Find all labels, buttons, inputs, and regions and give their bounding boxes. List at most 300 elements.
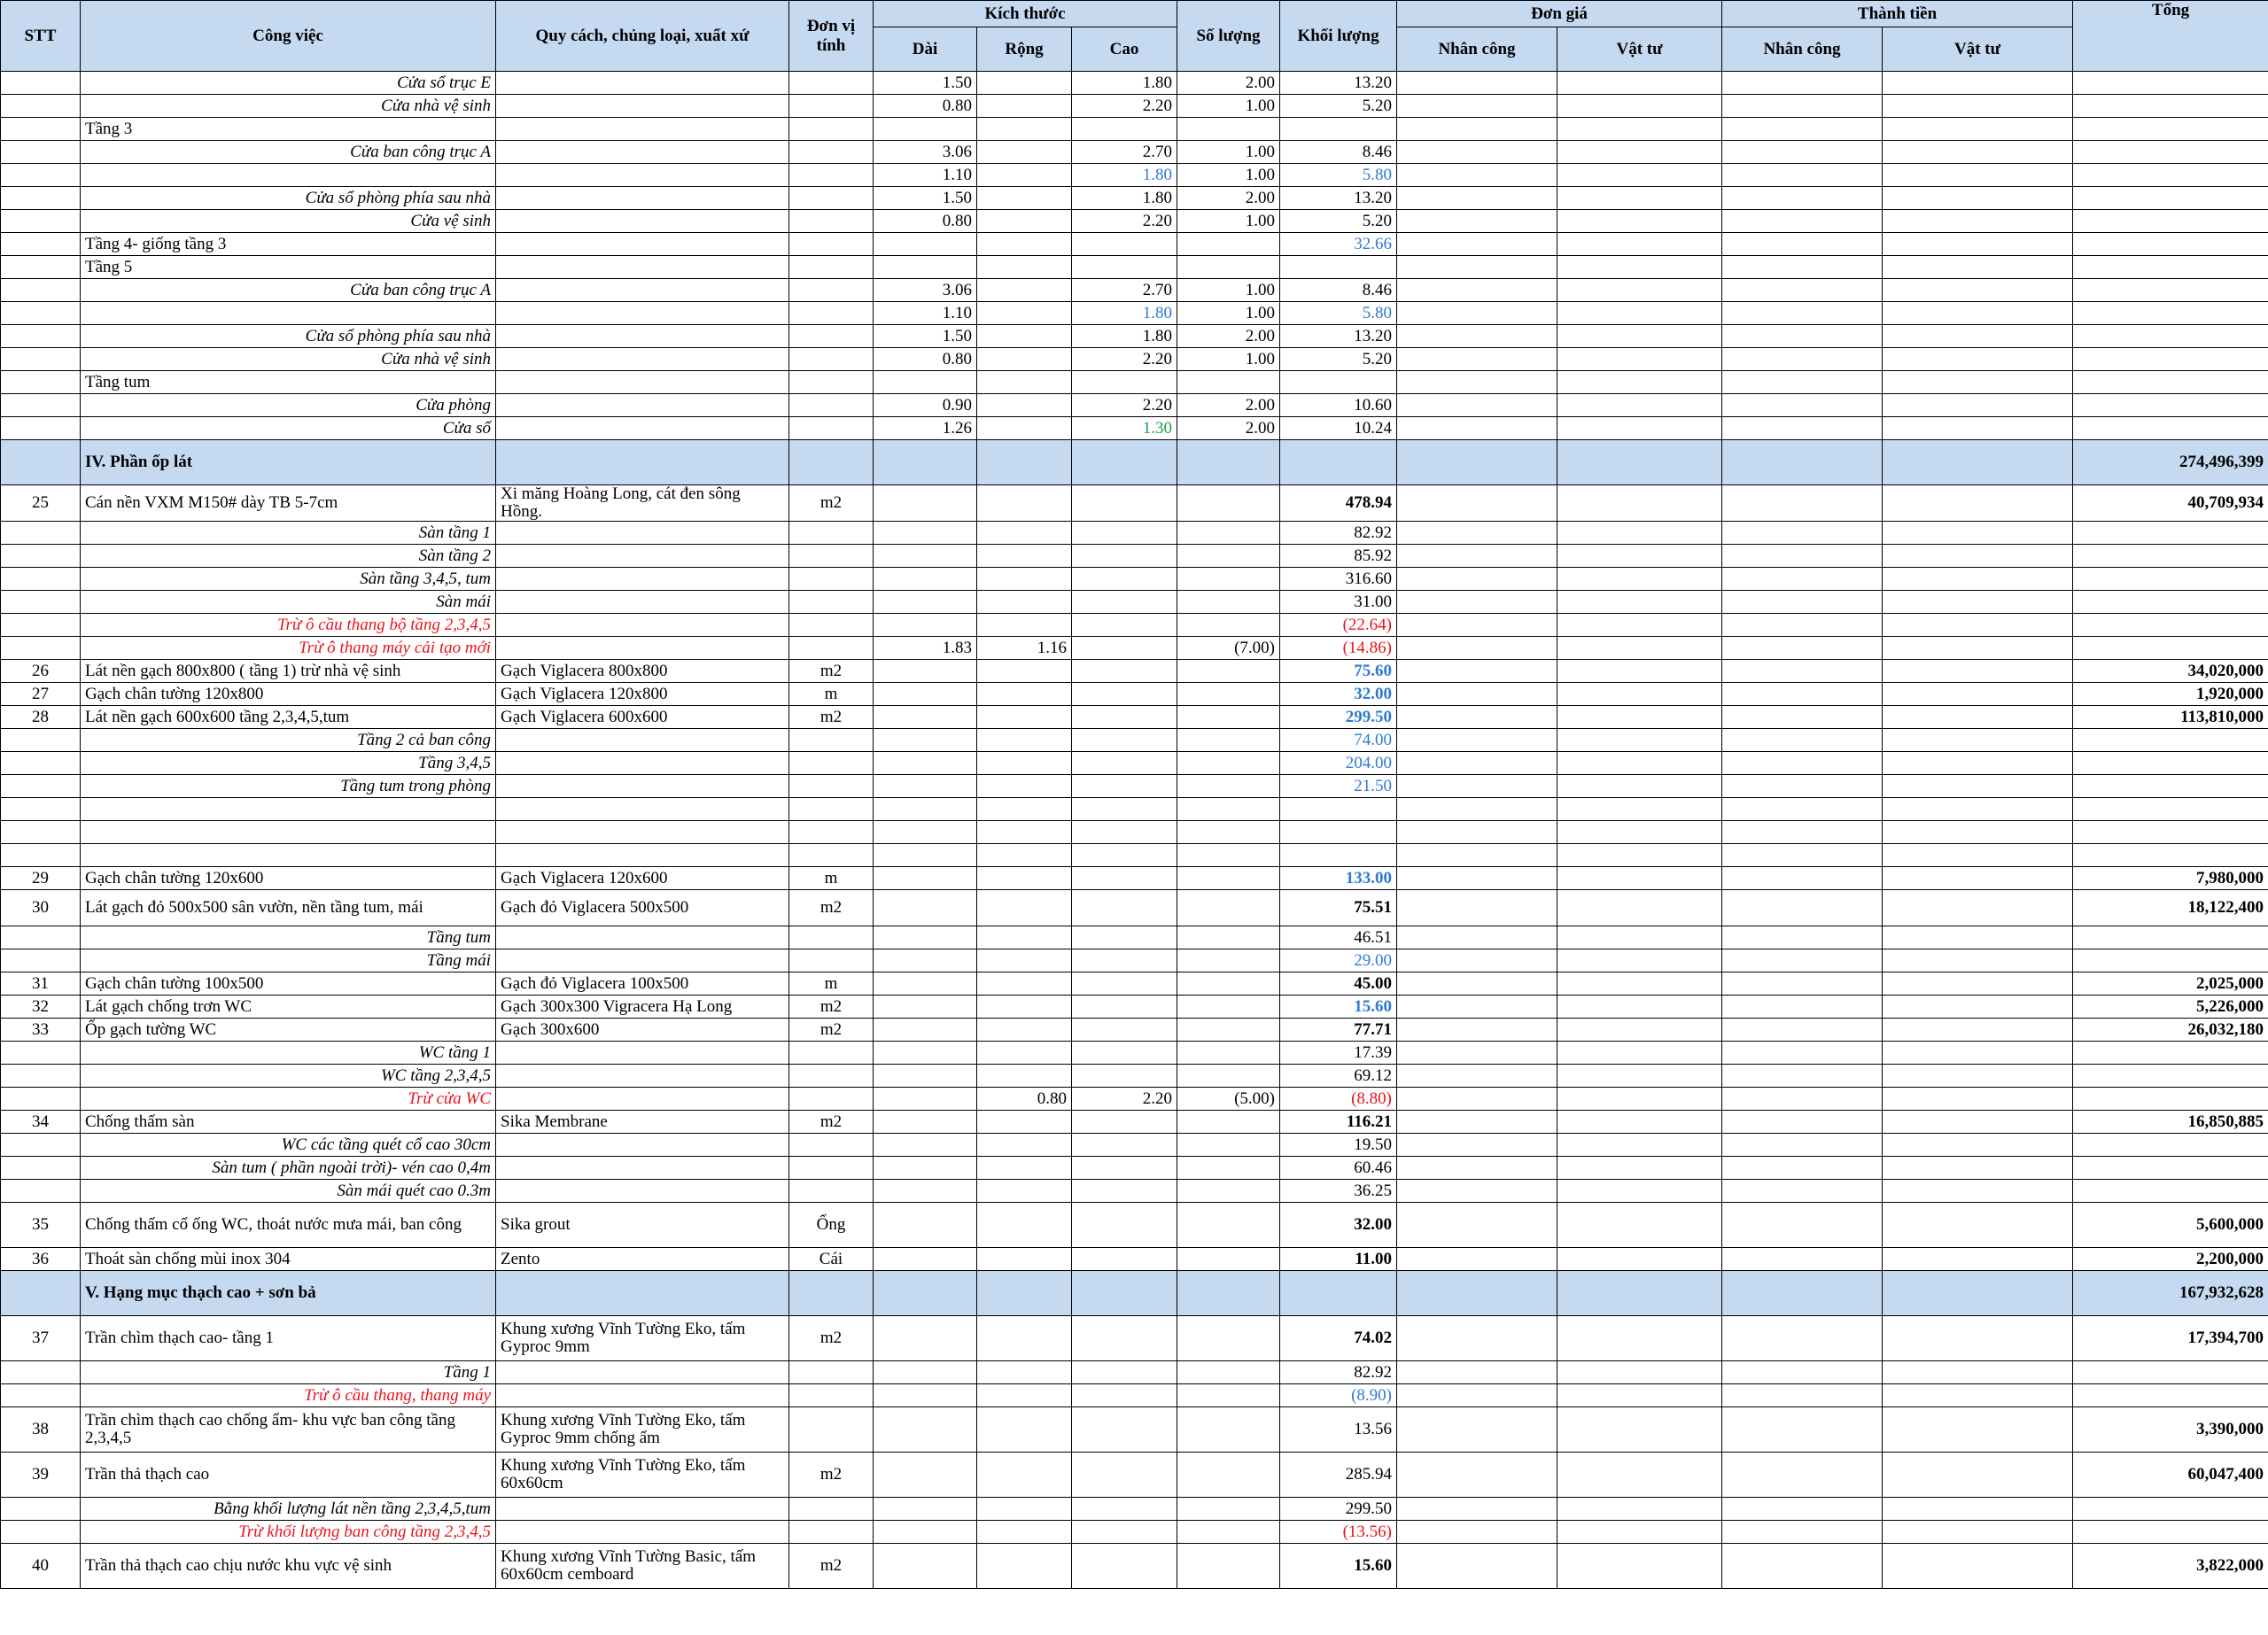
cell-name: Cửa sổ trục E [81,72,496,95]
cell-cao [1072,1134,1177,1157]
cell-unit [789,591,874,614]
cell-nc2 [1722,279,1883,302]
cell-vt2 [1883,996,2073,1019]
cell-vt [1557,926,1722,949]
cell-stt [1,1065,81,1088]
cell-nc2 [1722,821,1883,844]
cell-stt [1,233,81,256]
cell-dai: 1.50 [874,187,977,210]
cell-unit [789,1180,874,1203]
cell-name [81,821,496,844]
cell-spec [496,1384,789,1407]
cell-tong [2073,637,2268,660]
table-row [1,164,2268,187]
cell-sl [1177,1134,1280,1157]
cell-vt2 [1883,187,2073,210]
table-row [1,706,2268,729]
cell-unit [789,141,874,164]
cell-vt2 [1883,1361,2073,1384]
cell-stt: 40 [1,1544,81,1589]
cell-tong [2073,348,2268,371]
cell-vt [1557,821,1722,844]
cell-cao: 2.70 [1072,141,1177,164]
cell-name: Tầng tum [81,371,496,394]
table-row [1,1019,2268,1042]
cell-stt [1,798,81,821]
cell-vt [1557,996,1722,1019]
cell-nc2 [1722,72,1883,95]
cell-kl: 10.60 [1280,394,1397,417]
cell-vt2 [1883,1271,2073,1316]
cell-dai [874,256,977,279]
table-row [1,821,2268,844]
cell-vt [1557,1088,1722,1111]
cell-nc2 [1722,1384,1883,1407]
cell-name: Trừ khối lượng ban công tầng 2,3,4,5 [81,1521,496,1544]
cell-stt: 39 [1,1453,81,1498]
cell-dai [874,1544,977,1589]
cell-cao [1072,1042,1177,1065]
cell-spec: Gạch 300x600 [496,1019,789,1042]
cell-unit [789,95,874,118]
cell-nc [1397,256,1557,279]
cell-stt [1,591,81,614]
cell-spec [496,72,789,95]
cell-sl [1177,568,1280,591]
cell-name: Sàn tầng 3,4,5, tum [81,568,496,591]
cell-nc2 [1722,394,1883,417]
cell-nc [1397,729,1557,752]
cell-rong [977,187,1072,210]
cell-rong: 1.16 [977,637,1072,660]
cell-nc [1397,972,1557,996]
cell-dai: 1.10 [874,302,977,325]
cell-rong [977,1019,1072,1042]
cell-vt [1557,1453,1722,1498]
cell-vt [1557,141,1722,164]
cell-name: Lát nền gạch 600x600 tầng 2,3,4,5,tum [81,706,496,729]
table-row [1,485,2268,522]
cell-dai [874,926,977,949]
table-row [1,890,2268,926]
cell-tong [2073,256,2268,279]
cell-name: Cửa sổ phòng phía sau nhà [81,325,496,348]
cell-nc2 [1722,775,1883,798]
cell-vt [1557,1316,1722,1361]
cell-tong [2073,1042,2268,1065]
cell-nc2 [1722,1088,1883,1111]
cell-nc [1397,660,1557,683]
cell-name: Gạch chân tường 120x600 [81,867,496,890]
cell-name: Sàn mái [81,591,496,614]
cell-vt2 [1883,279,2073,302]
cell-kl: 32.00 [1280,1203,1397,1248]
cell-unit: m [789,972,874,996]
cell-spec: Zento [496,1248,789,1271]
cell-cao [1072,1361,1177,1384]
cell-unit [789,1498,874,1521]
table-row [1,1042,2268,1065]
cell-name: Tầng 1 [81,1361,496,1384]
cell-unit [789,1088,874,1111]
cell-nc2 [1722,1361,1883,1384]
cell-sl: 2.00 [1177,72,1280,95]
cell-cao [1072,752,1177,775]
cell-nc [1397,440,1557,485]
cell-kl: 5.20 [1280,348,1397,371]
cell-vt2 [1883,1453,2073,1498]
cell-dai [874,949,977,972]
cell-nc2 [1722,1157,1883,1180]
cell-kl [1280,256,1397,279]
cell-dai [874,706,977,729]
cell-name: Trừ ô cầu thang, thang máy [81,1384,496,1407]
cell-cao: 1.80 [1072,164,1177,187]
cell-sl [1177,1407,1280,1453]
cell-dai [874,1065,977,1088]
cell-cao [1072,660,1177,683]
cell-kl: 46.51 [1280,926,1397,949]
cell-tong [2073,279,2268,302]
table-row [1,867,2268,890]
cell-vt [1557,949,1722,972]
cell-dai: 3.06 [874,141,977,164]
cell-unit [789,844,874,867]
cell-stt [1,637,81,660]
cell-spec [496,775,789,798]
cell-cao [1072,1019,1177,1042]
cell-vt2 [1883,417,2073,440]
table-row [1,1111,2268,1134]
cell-cao [1072,1521,1177,1544]
cell-tong [2073,1065,2268,1088]
cell-vt [1557,233,1722,256]
cell-kl: 5.20 [1280,95,1397,118]
cell-spec: Sika grout [496,1203,789,1248]
cell-cao [1072,440,1177,485]
cell-cao: 1.80 [1072,302,1177,325]
cell-spec: Gạch đỏ Viglacera 500x500 [496,890,789,926]
cell-sl [1177,614,1280,637]
cell-spec [496,394,789,417]
cell-nc2 [1722,1407,1883,1453]
cell-spec [496,752,789,775]
cell-spec [496,210,789,233]
cell-dai [874,1521,977,1544]
cell-vt [1557,485,1722,522]
cell-name: Tầng 3 [81,118,496,141]
cell-vt [1557,706,1722,729]
header-stt: STT [1,1,81,72]
cell-unit [789,187,874,210]
table-row [1,775,2268,798]
cell-rong [977,890,1072,926]
cell-tong: 26,032,180 [2073,1019,2268,1042]
cell-vt2 [1883,972,2073,996]
cell-sl: 1.00 [1177,348,1280,371]
cell-nc [1397,926,1557,949]
header-vat-tu-2: Vật tư [1883,27,2073,72]
cell-name: Tầng tum [81,926,496,949]
cell-tong: 167,932,628 [2073,1271,2268,1316]
cell-nc [1397,1384,1557,1407]
cell-rong [977,210,1072,233]
cell-cao: 2.20 [1072,210,1177,233]
cell-stt: 26 [1,660,81,683]
table-row [1,591,2268,614]
cell-spec: Khung xương Vĩnh Tường Basic, tấm 60x60cm cemboard [496,1544,789,1589]
cell-sl: 1.00 [1177,279,1280,302]
cell-spec [496,591,789,614]
cell-dai [874,660,977,683]
cell-nc2 [1722,1316,1883,1361]
cell-nc [1397,1157,1557,1180]
header-rong: Rộng [977,27,1072,72]
cell-stt: 37 [1,1316,81,1361]
cell-spec: Khung xương Vĩnh Tường Eko, tấm Gyproc 9mm chống ẩm [496,1407,789,1453]
cell-tong [2073,591,2268,614]
cell-cao [1072,949,1177,972]
cell-unit [789,926,874,949]
cell-dai: 0.90 [874,394,977,417]
cell-vt2 [1883,72,2073,95]
cell-vt2 [1883,302,2073,325]
cell-spec [496,949,789,972]
cell-vt2 [1883,949,2073,972]
cell-nc [1397,325,1557,348]
table-row [1,1498,2268,1521]
cell-vt [1557,890,1722,926]
cell-name: Trần thả thạch cao [81,1453,496,1498]
cell-name: Chống thấm cổ ống WC, thoát nước mưa mái, ban công [81,1203,496,1248]
cell-stt [1,72,81,95]
cell-name [81,302,496,325]
cell-stt [1,949,81,972]
table-row [1,210,2268,233]
cell-nc2 [1722,118,1883,141]
cell-nc [1397,821,1557,844]
cell-spec [496,844,789,867]
cell-rong [977,118,1072,141]
cell-dai [874,118,977,141]
cell-vt [1557,972,1722,996]
cell-stt [1,371,81,394]
cell-tong [2073,1134,2268,1157]
cell-rong [977,325,1072,348]
cell-unit [789,614,874,637]
cell-kl: 10.24 [1280,417,1397,440]
cell-stt [1,302,81,325]
cell-vt [1557,1407,1722,1453]
cell-nc [1397,1453,1557,1498]
table-row [1,1316,2268,1361]
cell-name: V. Hạng mục thạch cao + sơn bả [81,1271,496,1316]
cell-nc [1397,417,1557,440]
table-body [1,72,2268,1589]
cell-stt: 34 [1,1111,81,1134]
table-row [1,325,2268,348]
cell-vt [1557,302,1722,325]
cell-vt2 [1883,706,2073,729]
cell-nc [1397,706,1557,729]
cell-nc [1397,614,1557,637]
cell-nc [1397,545,1557,568]
cell-tong: 34,020,000 [2073,660,2268,683]
cell-kl [1280,821,1397,844]
cell-stt: 28 [1,706,81,729]
cell-stt [1,1361,81,1384]
cell-vt [1557,1134,1722,1157]
cell-nc2 [1722,348,1883,371]
cell-name: Cửa sổ [81,417,496,440]
cell-dai: 3.06 [874,279,977,302]
cell-nc2 [1722,440,1883,485]
cell-unit [789,821,874,844]
cell-spec [496,302,789,325]
cell-stt [1,95,81,118]
table-row [1,233,2268,256]
cell-cao [1072,1453,1177,1498]
cell-nc [1397,1019,1557,1042]
cell-tong: 3,822,000 [2073,1544,2268,1589]
cell-spec [496,545,789,568]
table-row [1,256,2268,279]
cell-kl: 19.50 [1280,1134,1397,1157]
cell-vt [1557,1248,1722,1271]
cell-rong [977,926,1072,949]
cell-cao: 1.80 [1072,325,1177,348]
cell-dai [874,1088,977,1111]
cell-cao: 1.80 [1072,72,1177,95]
cell-cao [1072,545,1177,568]
cell-spec [496,926,789,949]
cell-tong: 40,709,934 [2073,485,2268,522]
cell-vt2 [1883,1498,2073,1521]
cell-kl: 8.46 [1280,279,1397,302]
cell-dai [874,371,977,394]
cell-cao [1072,568,1177,591]
cell-tong [2073,394,2268,417]
cell-cao: 2.20 [1072,95,1177,118]
cell-name: Tầng 4- giống tầng 3 [81,233,496,256]
cell-cao [1072,775,1177,798]
cell-tong [2073,72,2268,95]
cell-name: Lát gạch chống trơn WC [81,996,496,1019]
cell-cao [1072,485,1177,522]
cell-nc [1397,118,1557,141]
cell-spec [496,118,789,141]
cell-sl: 2.00 [1177,187,1280,210]
cell-spec [496,279,789,302]
table-row [1,1384,2268,1407]
cell-vt [1557,798,1722,821]
cell-nc [1397,233,1557,256]
cell-vt [1557,1157,1722,1180]
table-row [1,95,2268,118]
header-don-gia: Đơn giá [1397,1,1722,27]
cell-nc2 [1722,867,1883,890]
cell-name: Cửa vệ sinh [81,210,496,233]
cell-vt2 [1883,394,2073,417]
cell-stt [1,1157,81,1180]
cell-tong [2073,1361,2268,1384]
cell-cao [1072,867,1177,890]
cell-vt2 [1883,522,2073,545]
cell-tong [2073,1180,2268,1203]
cell-dai [874,485,977,522]
cell-tong [2073,417,2268,440]
cell-kl: 13.20 [1280,325,1397,348]
cell-vt [1557,1180,1722,1203]
cell-rong [977,614,1072,637]
cell-unit: m2 [789,1453,874,1498]
cell-tong [2073,233,2268,256]
cell-vt2 [1883,1316,2073,1361]
cell-sl [1177,1042,1280,1065]
cell-vt2 [1883,141,2073,164]
cell-unit [789,775,874,798]
cell-unit: Ống [789,1203,874,1248]
cell-vt [1557,440,1722,485]
cell-name: Sàn tum ( phần ngoài trời)- vén cao 0,4m [81,1157,496,1180]
cell-nc [1397,1088,1557,1111]
cell-rong [977,867,1072,890]
cell-spec: Gạch đỏ Viglacera 100x500 [496,972,789,996]
cell-unit [789,1521,874,1544]
cell-tong [2073,1088,2268,1111]
cell-name: Cửa nhà vệ sinh [81,95,496,118]
cell-nc [1397,1203,1557,1248]
cell-unit [789,394,874,417]
cell-nc2 [1722,1019,1883,1042]
cell-kl: 299.50 [1280,1498,1397,1521]
cell-nc2 [1722,637,1883,660]
cell-sl [1177,545,1280,568]
cell-name: Tầng tum trong phòng [81,775,496,798]
cell-unit: m2 [789,996,874,1019]
cell-rong [977,1111,1072,1134]
cell-vt [1557,1521,1722,1544]
cell-nc2 [1722,706,1883,729]
cell-sl [1177,371,1280,394]
cell-vt2 [1883,1521,2073,1544]
cell-rong [977,164,1072,187]
cell-rong [977,972,1072,996]
cell-sl [1177,926,1280,949]
header-cao: Cao [1072,27,1177,72]
cell-sl [1177,752,1280,775]
cell-kl: 8.46 [1280,141,1397,164]
cell-dai [874,1271,977,1316]
cell-cao: 2.70 [1072,279,1177,302]
cell-tong [2073,1521,2268,1544]
cell-nc [1397,279,1557,302]
cell-dai [874,798,977,821]
cell-stt: 33 [1,1019,81,1042]
cell-nc2 [1722,545,1883,568]
cell-nc [1397,996,1557,1019]
cell-name: Gạch chân tường 100x500 [81,972,496,996]
cell-unit [789,729,874,752]
cell-vt2 [1883,348,2073,371]
cell-nc2 [1722,1111,1883,1134]
cell-dai [874,440,977,485]
cell-tong [2073,187,2268,210]
cell-rong [977,568,1072,591]
table-row [1,1203,2268,1248]
cell-nc2 [1722,1544,1883,1589]
cell-spec [496,637,789,660]
